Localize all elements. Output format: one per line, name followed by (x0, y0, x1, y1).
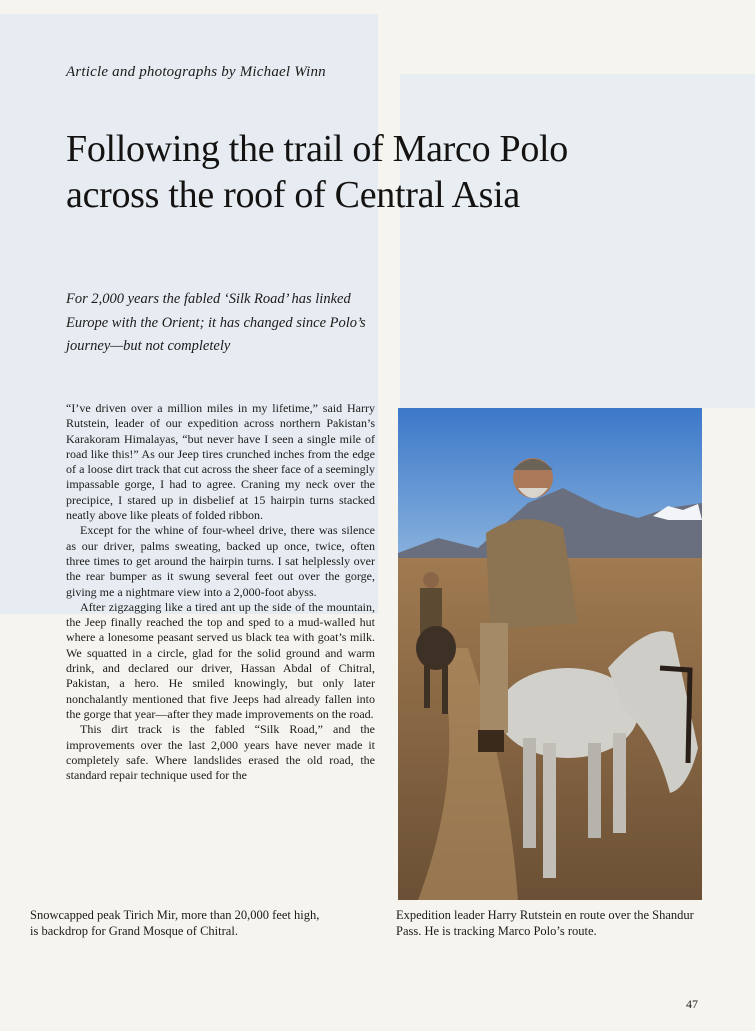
title-line-1: Following the trail of Marco Polo (66, 128, 568, 170)
body-paragraph-2: Except for the whine of four-wheel drive, there was silence as our driver, palms sweating, backed up once, twice, often three times to get around the hairpin turns. I sat helplessly over the rear bumper as it swung several feet out over the gorge, giving me a nightmare view into a 2,000-foot abyss. (66, 523, 375, 599)
caption-left: Snowcapped peak Tirich Mir, more than 20,000 feet high, is backdrop for Grand Mosque of Chitral. (30, 908, 320, 938)
title-line-2: across the roof of Central Asia (66, 174, 520, 216)
tinted-panel-right (400, 74, 755, 408)
body-paragraph-4: This dirt track is the fabled “Silk Road,” and the improvements over the last 2,000 years have never made it completely safe. Where landslides erased the old road, the standard repair technique used for the (66, 722, 375, 783)
article-title (66, 126, 686, 218)
article-body (66, 401, 375, 863)
page-number: 47 (686, 997, 698, 1011)
expedition-photo (398, 408, 702, 900)
body-paragraph-1: “I’ve driven over a million miles in my lifetime,” said Harry Rutstein, leader of our expedition across northern Pakistan’s Karakoram Himalayas, “but never have I seen a single mile of road like this!” As our Jeep tires crunched inches from the edge of a loose dirt track that cut across the sheer face of a seemingly impassable gorge, I had to agree. Craning my neck over the precipice, I stared up in disbelief at 15 hairpin turns stacked neatly above like pleats of folded ribbon. (66, 401, 375, 523)
article-dek: For 2,000 years the fabled ‘Silk Road’ has linked Europe with the Orient; it has changed since Polo’s journey—but not completely (66, 291, 366, 354)
byline: Article and photographs by Michael Winn (66, 64, 326, 80)
caption-right: Expedition leader Harry Rutstein en route over the Shandur Pass. He is tracking Marco Polo’s route. (396, 908, 694, 938)
body-paragraph-3: After zigzagging like a tired ant up the side of the mountain, the Jeep finally reached the top and sped to a mud-walled hut where a lonesome peasant served us black tea with goat’s milk. We squatted in a circle, glad for the solid ground and warm drink, and declared our driver, Hassan Abdal of Chitral, Pakistan, a hero. He smiled knowingly, but only later nonchalantly mentioned that five Jeeps had already fallen into the gorge that year—after they made improvements on the road. (66, 599, 375, 721)
